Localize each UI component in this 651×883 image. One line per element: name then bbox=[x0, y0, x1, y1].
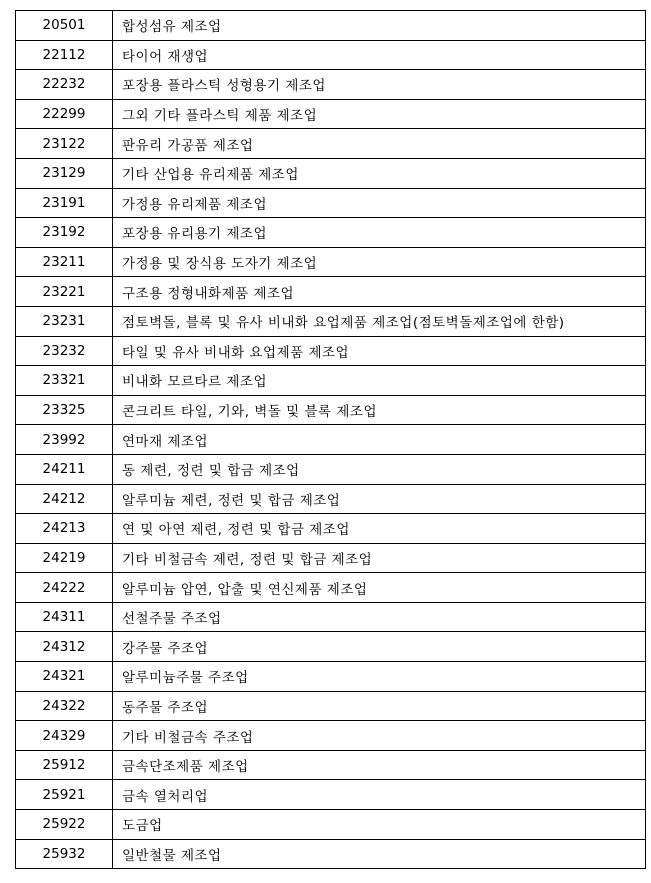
industry-code-cell: 23231 bbox=[16, 306, 113, 336]
industry-name-cell: 타일 및 유사 비내화 요업제품 제조업 bbox=[113, 336, 646, 366]
industry-code-cell: 25912 bbox=[16, 750, 113, 780]
table-row bbox=[16, 158, 646, 188]
table-row bbox=[16, 662, 646, 692]
industry-name-cell: 선철주물 주조업 bbox=[113, 602, 646, 632]
industry-code-cell: 24329 bbox=[16, 721, 113, 751]
table-row bbox=[16, 247, 646, 277]
industry-name-cell: 연마재 제조업 bbox=[113, 425, 646, 455]
industry-name-cell: 가정용 및 장식용 도자기 제조업 bbox=[113, 247, 646, 277]
table-row bbox=[16, 514, 646, 544]
industry-code-cell: 24311 bbox=[16, 602, 113, 632]
table-row bbox=[16, 70, 646, 100]
industry-code-cell: 23325 bbox=[16, 395, 113, 425]
industry-code-cell: 25922 bbox=[16, 810, 113, 840]
industry-name-cell: 알루미늄주물 주조업 bbox=[113, 662, 646, 692]
industry-code-cell: 23232 bbox=[16, 336, 113, 366]
industry-name-cell: 판유리 가공품 제조업 bbox=[113, 129, 646, 159]
industry-name-cell: 가정용 유리제품 제조업 bbox=[113, 188, 646, 218]
industry-name-cell: 동주물 주조업 bbox=[113, 691, 646, 721]
industry-name-cell: 합성섬유 제조업 bbox=[113, 11, 646, 41]
table-row bbox=[16, 543, 646, 573]
table-row bbox=[16, 810, 646, 840]
industry-name-cell: 비내화 모르타르 제조업 bbox=[113, 366, 646, 396]
table-row bbox=[16, 750, 646, 780]
table-row bbox=[16, 277, 646, 307]
table-row bbox=[16, 780, 646, 810]
industry-code-cell: 20501 bbox=[16, 11, 113, 41]
industry-code-cell: 24312 bbox=[16, 632, 113, 662]
industry-name-cell: 일반철물 제조업 bbox=[113, 839, 646, 869]
industry-code-cell: 25932 bbox=[16, 839, 113, 869]
table-row bbox=[16, 602, 646, 632]
industry-name-cell: 도금업 bbox=[113, 810, 646, 840]
industry-code-cell: 24321 bbox=[16, 662, 113, 692]
industry-name-cell: 동 제련, 정련 및 합금 제조업 bbox=[113, 454, 646, 484]
industry-code-cell: 22232 bbox=[16, 70, 113, 100]
industry-code-cell: 23321 bbox=[16, 366, 113, 396]
industry-name-cell: 포장용 유리용기 제조업 bbox=[113, 218, 646, 248]
industry-name-cell: 콘크리트 타일, 기와, 벽돌 및 블록 제조업 bbox=[113, 395, 646, 425]
table-row bbox=[16, 336, 646, 366]
industry-code-cell: 25921 bbox=[16, 780, 113, 810]
industry-code-cell: 24213 bbox=[16, 514, 113, 544]
table-row bbox=[16, 218, 646, 248]
industry-code-cell: 24222 bbox=[16, 573, 113, 603]
table-row bbox=[16, 721, 646, 751]
industry-name-cell: 그외 기타 플라스틱 제품 제조업 bbox=[113, 99, 646, 129]
table-row bbox=[16, 839, 646, 869]
industry-name-cell: 점토벽돌, 블록 및 유사 비내화 요업제품 제조업(점토벽돌제조업에 한함) bbox=[113, 306, 646, 336]
table-body bbox=[16, 11, 646, 869]
industry-code-cell: 24212 bbox=[16, 484, 113, 514]
table-row bbox=[16, 454, 646, 484]
industry-code-cell: 23192 bbox=[16, 218, 113, 248]
table-row bbox=[16, 366, 646, 396]
industry-name-cell: 기타 비철금속 제련, 정련 및 합금 제조업 bbox=[113, 543, 646, 573]
industry-code-cell: 23221 bbox=[16, 277, 113, 307]
table-row bbox=[16, 129, 646, 159]
industry-code-cell: 24211 bbox=[16, 454, 113, 484]
industry-name-cell: 기타 비철금속 주조업 bbox=[113, 721, 646, 751]
table-row bbox=[16, 691, 646, 721]
industry-code-cell: 23129 bbox=[16, 158, 113, 188]
industry-code-cell: 23122 bbox=[16, 129, 113, 159]
table-row bbox=[16, 99, 646, 129]
table-row bbox=[16, 573, 646, 603]
table-row bbox=[16, 484, 646, 514]
industry-name-cell: 연 및 아연 제련, 정련 및 합금 제조업 bbox=[113, 514, 646, 544]
industry-code-cell: 24219 bbox=[16, 543, 113, 573]
industry-name-cell: 구조용 정형내화제품 제조업 bbox=[113, 277, 646, 307]
industry-name-cell: 포장용 플라스틱 성형용기 제조업 bbox=[113, 70, 646, 100]
industry-name-cell: 알루미늄 제련, 정련 및 합금 제조업 bbox=[113, 484, 646, 514]
table-row bbox=[16, 395, 646, 425]
industry-code-cell: 24322 bbox=[16, 691, 113, 721]
industry-name-cell: 금속 열처리업 bbox=[113, 780, 646, 810]
industry-code-cell: 23211 bbox=[16, 247, 113, 277]
industry-name-cell: 기타 산업용 유리제품 제조업 bbox=[113, 158, 646, 188]
table-row bbox=[16, 632, 646, 662]
industry-name-cell: 타이어 재생업 bbox=[113, 40, 646, 70]
industry-name-cell: 금속단조제품 제조업 bbox=[113, 750, 646, 780]
table-row bbox=[16, 306, 646, 336]
industry-code-cell: 23191 bbox=[16, 188, 113, 218]
industry-name-cell: 강주물 주조업 bbox=[113, 632, 646, 662]
industry-name-cell: 알루미늄 압연, 압출 및 연신제품 제조업 bbox=[113, 573, 646, 603]
table-row bbox=[16, 40, 646, 70]
table-row bbox=[16, 11, 646, 41]
table-row bbox=[16, 188, 646, 218]
industry-code-cell: 22112 bbox=[16, 40, 113, 70]
industry-code-cell: 22299 bbox=[16, 99, 113, 129]
table-row bbox=[16, 425, 646, 455]
industry-code-table bbox=[15, 10, 646, 869]
industry-code-cell: 23992 bbox=[16, 425, 113, 455]
